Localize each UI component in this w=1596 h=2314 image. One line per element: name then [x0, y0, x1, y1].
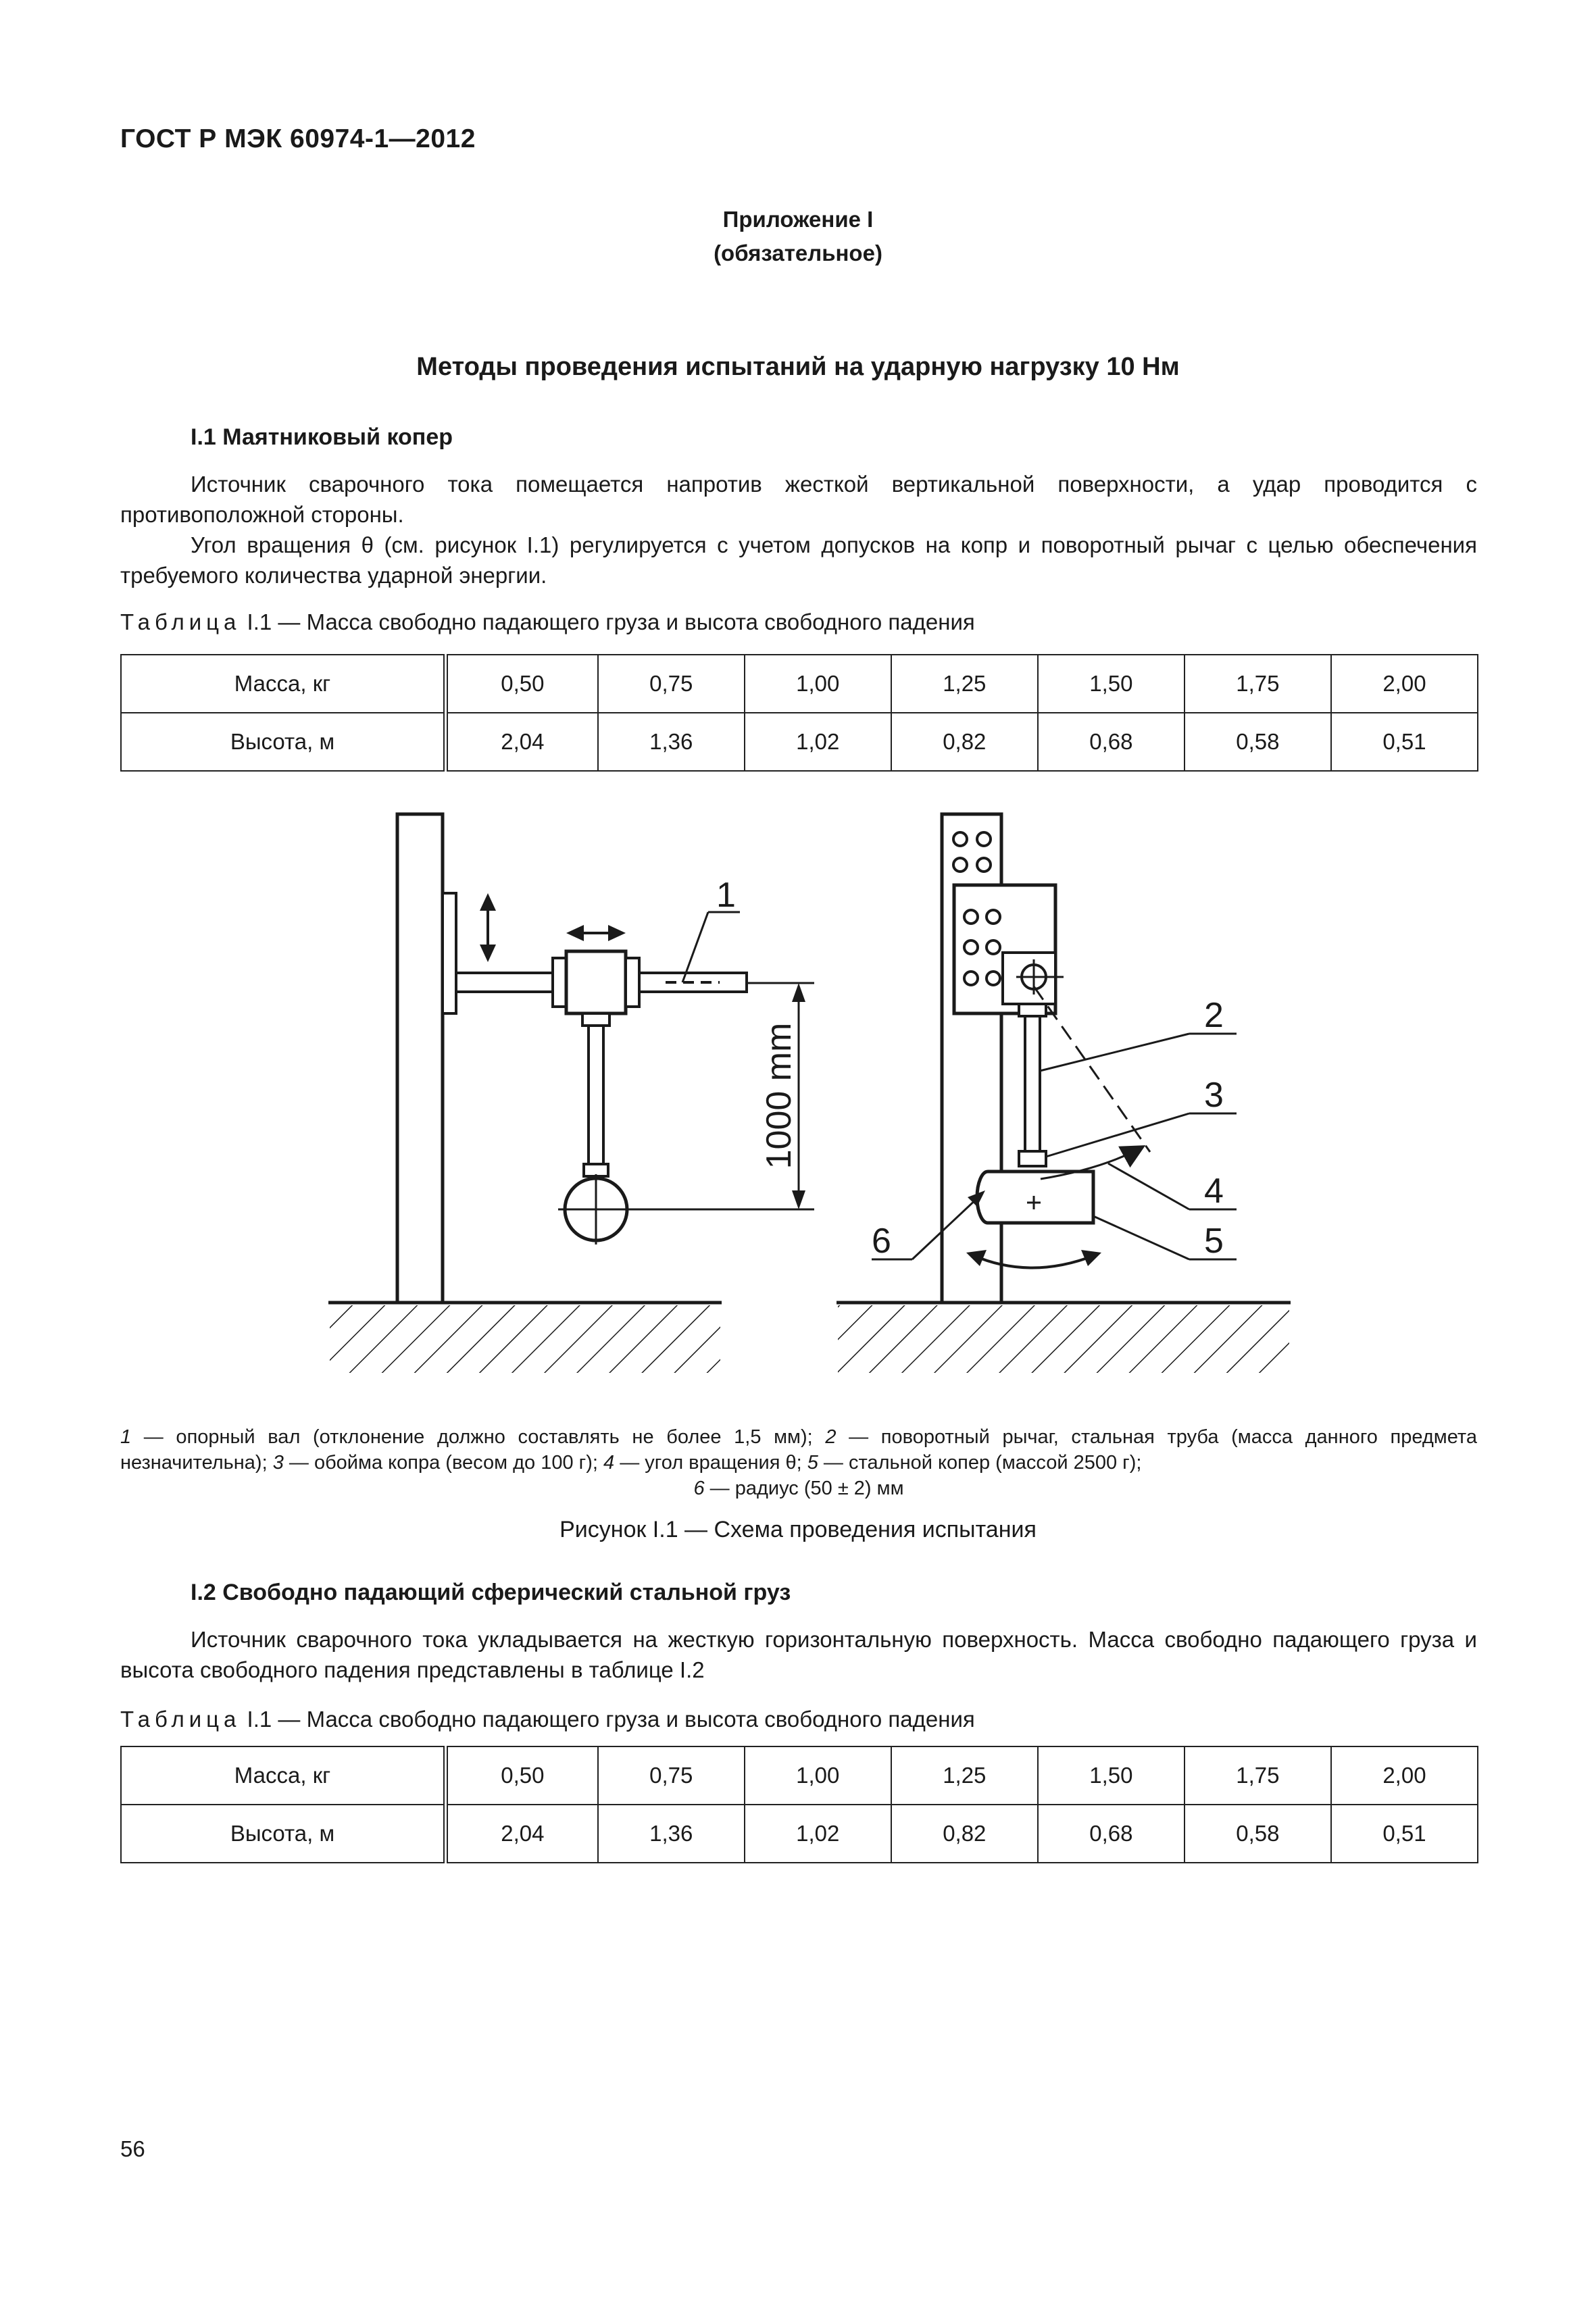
support-shaft: [456, 951, 747, 1013]
vertical-adjust-arrow: [480, 893, 496, 962]
table-cell: 0,68: [1038, 1805, 1184, 1863]
legend-text: — обойма копра (весом до 100 г);: [283, 1452, 604, 1474]
right-ground: [837, 1303, 1291, 1373]
table-cell: 1,02: [745, 713, 891, 771]
callout-label: 1: [716, 876, 736, 915]
legend-number: 4: [603, 1452, 615, 1474]
left-wall: [397, 814, 456, 1303]
callout-label: 4: [1204, 1172, 1224, 1211]
table-cell: 0,75: [598, 1746, 745, 1805]
paragraph-1-text: Источник сварочного тока помещается напротив жесткой вертикальной поверхности, а удар проводится с противоположной стороны.: [120, 472, 1477, 527]
table-row-label: Масса, кг: [121, 1746, 446, 1805]
table-row: [121, 1805, 1478, 1863]
table-cell: 2,04: [446, 1805, 598, 1863]
table-cell: 0,68: [1038, 713, 1184, 771]
table-2-caption: [120, 1707, 975, 1732]
table-cell: 0,51: [1331, 713, 1478, 771]
table-cell: 0,58: [1184, 1805, 1331, 1863]
document-header: ГОСТ Р МЭК 60974-1—2012: [120, 124, 476, 153]
main-title: Методы проведения испытаний на ударную нагрузку 10 Нм: [416, 353, 1180, 381]
table-row: [121, 1746, 1478, 1805]
appendix-status: (обязательное): [714, 241, 882, 266]
table-cell: 1,02: [745, 1805, 891, 1863]
table-cell: 0,58: [1184, 713, 1331, 771]
table-cell: 1,75: [1184, 1746, 1331, 1805]
table-cell: 2,00: [1331, 655, 1478, 713]
steel-hammer: [977, 1172, 1093, 1223]
page-number: 56: [120, 2136, 145, 2161]
table-1-caption-text: I.1 — Масса свободно падающего груза и высота свободного падения: [241, 609, 975, 634]
appendix-title: Приложение I: [722, 207, 874, 232]
table-cell: 1,00: [745, 1746, 891, 1805]
paragraph-2-text: Угол вращения θ (см. рисунок I.1) регулируется с учетом допусков на копр и поворотный рычаг с целью обеспечения требуемого количества ударной энергии.: [120, 532, 1477, 588]
figure-legend: [120, 1424, 1477, 1501]
callout-4: [1108, 1163, 1237, 1211]
table-cell: 0,51: [1331, 1805, 1478, 1863]
table-1-caption-word: Таблица: [120, 609, 241, 634]
callout-label: 3: [1204, 1076, 1224, 1115]
height-dimension: [634, 983, 814, 1209]
legend-number: 1: [120, 1426, 132, 1448]
table-cell: 1,00: [745, 655, 891, 713]
pendulum-arm: [558, 1013, 634, 1244]
table-cell: 0,50: [446, 1746, 598, 1805]
table-2-caption-word: Таблица: [120, 1707, 241, 1732]
legend-number: 5: [807, 1452, 818, 1474]
callout-label: 2: [1204, 996, 1224, 1035]
legend-number: 6: [693, 1478, 705, 1499]
table-cell: 0,82: [891, 1805, 1038, 1863]
callout-5: [1093, 1216, 1237, 1261]
callout-1: [682, 876, 740, 982]
callout-label: 6: [872, 1222, 891, 1261]
legend-text: — стальной копер (массой 2500 г);: [818, 1452, 1142, 1474]
table-cell: 1,25: [891, 1746, 1038, 1805]
table-cell: 1,36: [598, 1805, 745, 1863]
legend-number: 3: [272, 1452, 284, 1474]
table-cell: 2,04: [446, 713, 598, 771]
table-cell: 1,50: [1038, 1746, 1184, 1805]
table-cell: 0,75: [598, 655, 745, 713]
table-row-label: Масса, кг: [121, 655, 446, 713]
table-cell: 1,25: [891, 655, 1038, 713]
table-cell: 2,00: [1331, 1746, 1478, 1805]
table-2-caption-text: I.1 — Масса свободно падающего груза и высота свободного падения: [241, 1707, 975, 1732]
horizontal-adjust-arrow: [566, 925, 626, 941]
dimension-label: 1000 mm: [759, 1022, 799, 1169]
paragraph-3: [120, 1624, 1477, 1685]
callout-2: [1040, 996, 1237, 1071]
table-cell: 0,50: [446, 655, 598, 713]
table-cell: 1,50: [1038, 655, 1184, 713]
table-2: [120, 1746, 1478, 1863]
legend-number: 2: [825, 1426, 837, 1448]
callout-label: 5: [1204, 1222, 1224, 1261]
callout-3: [1046, 1076, 1237, 1157]
table-cell: 1,75: [1184, 655, 1331, 713]
table-cell: 0,82: [891, 713, 1038, 771]
paragraph-3-text: Источник сварочного тока укладывается на жесткую горизонтальную поверхность. Масса свободно падающего груза и высота свободного падения представлены в таблице I.2: [120, 1627, 1477, 1682]
table-row-label: Высота, м: [121, 713, 446, 771]
table-cell: 1,36: [598, 713, 745, 771]
legend-text: — опорный вал (отклонение должно составлять не более 1,5 мм);: [131, 1426, 826, 1448]
swing-arm: [1019, 986, 1150, 1166]
figure-caption: Рисунок I.1 — Схема проведения испытания: [559, 1517, 1037, 1542]
legend-text: — радиус (50 ± 2) мм: [704, 1478, 904, 1499]
section-heading-1: I.1 Маятниковый копер: [191, 424, 453, 450]
left-ground: [328, 1303, 722, 1373]
legend-text: — угол вращения θ;: [614, 1452, 807, 1474]
mounting-plate: [954, 885, 1064, 1013]
section-heading-2: I.2 Свободно падающий сферический стальной груз: [191, 1580, 791, 1605]
table-row-label: Высота, м: [121, 1805, 446, 1863]
legend-text: — поворотный рычаг, стальная труба (масса данного предмета незначительна);: [120, 1426, 1477, 1474]
